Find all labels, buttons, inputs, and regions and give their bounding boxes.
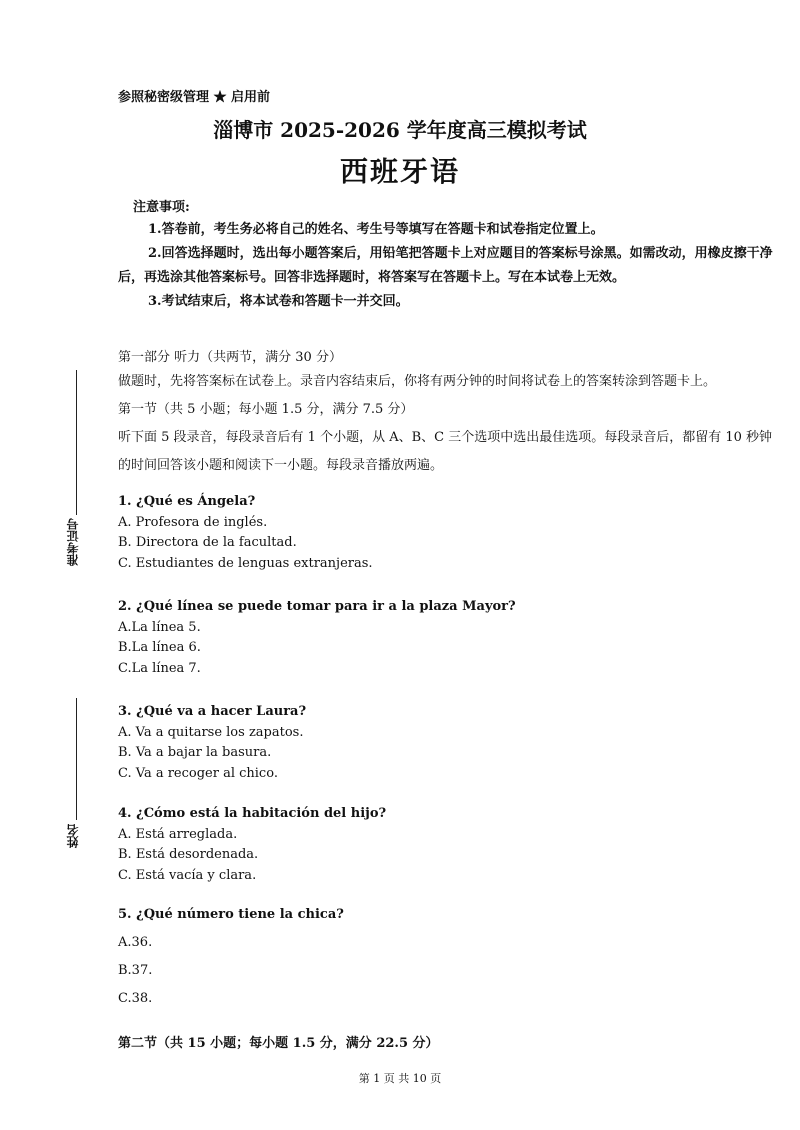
question-2 <box>118 597 516 679</box>
answer-option: A.36. <box>118 935 153 950</box>
answer-option: B. Directora de la facultad. <box>118 535 297 550</box>
page-number: 第 1 页 共 10 页 <box>358 1072 442 1085</box>
part1-instruction: 做题时，先将答案标在试卷上。录音内容结束后，你将有两分钟的时间将试卷上的答案转涂到答题卡上。 <box>118 374 717 389</box>
answer-option: C. Estudiantes de lenguas extranjeras. <box>118 555 373 571</box>
notice-list <box>118 218 776 314</box>
answer-option: B. Está desordenada. <box>118 847 259 862</box>
exam-number-label: 准考证号 <box>66 518 80 566</box>
section1-title: 第一节（共 5 小题；每小题 1.5 分，满分 7.5 分） <box>118 402 414 417</box>
confidentiality-note: 参照秘密级管理 ★ 启用前 <box>118 90 271 105</box>
part1-title: 第一部分 听力（共两节，满分 30 分） <box>118 350 342 365</box>
question-text: 5. ¿Qué número tiene la chica? <box>118 907 344 922</box>
exam-title: 淄博市 2025-2026 学年度高三模拟考试 <box>213 118 587 142</box>
section2-title: 第二节（共 15 小题；每小题 1.5 分，满分 22.5 分） <box>118 1036 439 1051</box>
question-text: 3. ¿Qué va a hacer Laura? <box>118 704 307 719</box>
answer-option: A. Está arreglada. <box>118 826 238 842</box>
answer-option: A.La línea 5. <box>118 619 201 635</box>
answer-option: C.38. <box>118 991 153 1006</box>
answer-option: C. Va a recoger al chico. <box>118 765 278 781</box>
answer-option: C.La línea 7. <box>118 660 201 676</box>
section1-instruction: 听下面 5 段录音，每段录音后有 1 个小题，从 A、B、C 三个选项中选出最佳选项。每段录音后，都留有 10 秒钟的时间回答该小题和阅读下一小题。每段录音播放两遍。 <box>118 430 773 473</box>
answer-option: B. Va a bajar la basura. <box>118 745 272 760</box>
answer-option: C. Está vacía y clara. <box>118 867 257 883</box>
question-text: 4. ¿Cómo está la habitación del hijo? <box>118 806 387 821</box>
question-3 <box>118 702 306 784</box>
notice-heading: 注意事项: <box>133 200 190 215</box>
name-line <box>76 698 77 820</box>
notice-item: 3.考试结束后，将本试卷和答题卡一并交回。 <box>148 294 409 309</box>
question-5 <box>118 901 344 1013</box>
notice-item: 1.答卷前，考生务必将自己的姓名、考生号等填写在答题卡和试卷指定位置上。 <box>148 222 604 237</box>
answer-option: B.37. <box>118 963 153 978</box>
name-label: 姓名 <box>66 824 80 848</box>
answer-option: B.La línea 6. <box>118 640 201 655</box>
part1-instructions <box>118 368 780 480</box>
question-text: 1. ¿Qué es Ángela? <box>118 494 256 509</box>
answer-option: A. Profesora de inglés. <box>118 514 268 530</box>
question-4 <box>118 804 386 886</box>
exam-number-line <box>76 370 77 515</box>
question-text: 2. ¿Qué línea se puede tomar para ir a la plaza Mayor? <box>118 599 516 614</box>
subject-title: 西班牙语 <box>339 155 460 188</box>
answer-option: A. Va a quitarse los zapatos. <box>118 724 304 740</box>
notice-item: 2.回答选择题时，选出每小题答案后，用铅笔把答题卡上对应题目的答案标号涂黑。如需改动，用橡皮擦干净后，再选涂其他答案标号。回答非选择题时，将答案写在答题卡上。写在本试卷上无效。 <box>118 246 773 285</box>
question-1 <box>118 492 373 574</box>
